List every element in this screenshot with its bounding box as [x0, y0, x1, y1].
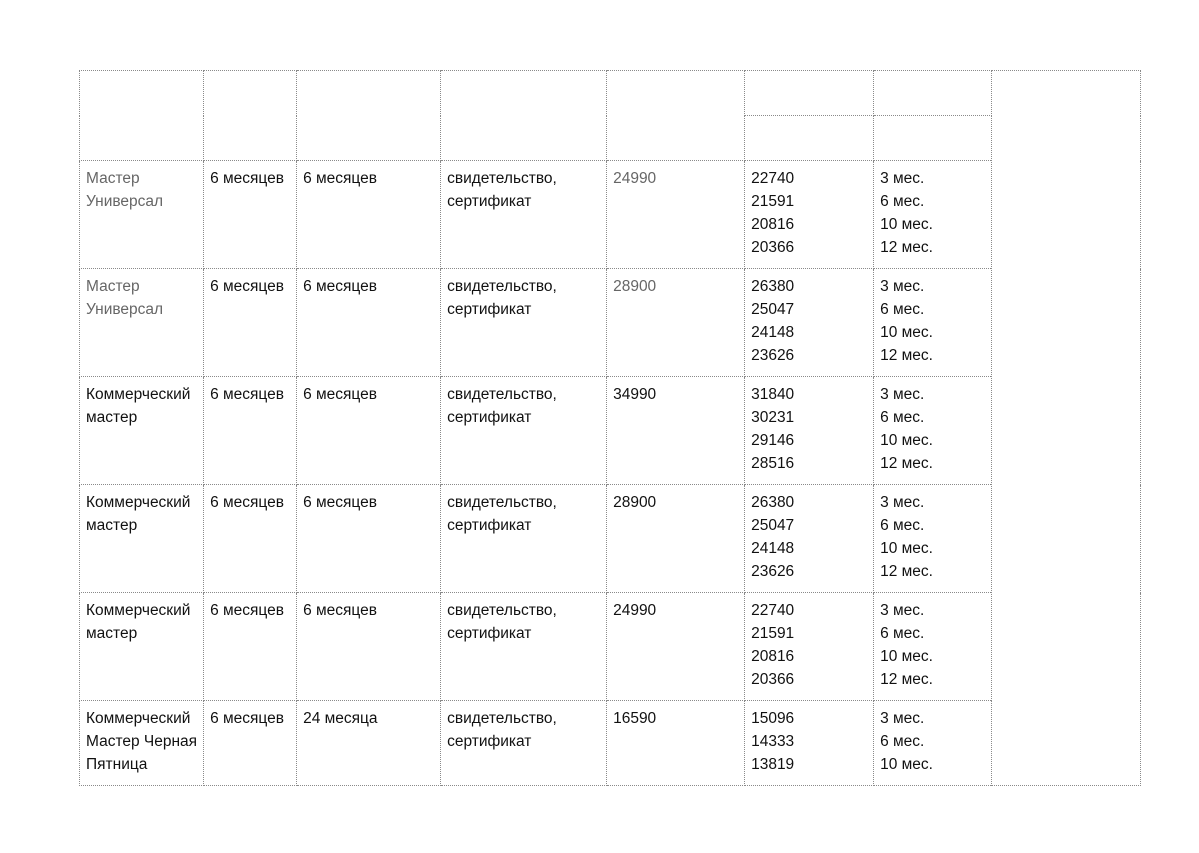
- duration-cell: 6 месяцев: [204, 377, 297, 485]
- duration-cell: 6 месяцев: [297, 161, 441, 269]
- duration-cell: 6 месяцев: [297, 377, 441, 485]
- installment-prices-cell: 22740 21591 20816 20366: [745, 593, 874, 701]
- header-cell: [80, 71, 204, 161]
- price-cell: 16590: [607, 701, 745, 786]
- program-name-cell: Мастер Универсал: [80, 269, 204, 377]
- table-row: [80, 161, 1141, 269]
- price-cell: 24990: [607, 161, 745, 269]
- table-row: [80, 377, 1141, 485]
- table-row: [80, 485, 1141, 593]
- duration-cell: 6 месяцев: [204, 269, 297, 377]
- duration-cell: 6 месяцев: [204, 161, 297, 269]
- price-cell: 34990: [607, 377, 745, 485]
- duration-cell: 6 месяцев: [204, 701, 297, 786]
- duration-cell: 6 месяцев: [204, 593, 297, 701]
- installment-terms-cell: 3 мес. 6 мес. 10 мес. 12 мес.: [874, 269, 992, 377]
- document-cell: свидетельство, сертификат: [441, 269, 607, 377]
- duration-cell: 6 месяцев: [297, 593, 441, 701]
- header-cell: [874, 71, 992, 116]
- header-cell: [745, 116, 874, 161]
- duration-cell: 6 месяцев: [297, 269, 441, 377]
- installment-prices-cell: 26380 25047 24148 23626: [745, 485, 874, 593]
- installment-prices-cell: 15096 14333 13819: [745, 701, 874, 786]
- installment-terms-cell: 3 мес. 6 мес. 10 мес.: [874, 701, 992, 786]
- price-cell: 24990: [607, 593, 745, 701]
- program-name-cell: Коммерческий мастер: [80, 377, 204, 485]
- document-cell: свидетельство, сертификат: [441, 485, 607, 593]
- document-cell: свидетельство, сертификат: [441, 377, 607, 485]
- program-name-cell: Коммерческий Мастер Черная Пятница: [80, 701, 204, 786]
- table-row: [80, 701, 1141, 786]
- installment-prices-cell: 22740 21591 20816 20366: [745, 161, 874, 269]
- price-cell: 28900: [607, 269, 745, 377]
- document-cell: свидетельство, сертификат: [441, 161, 607, 269]
- installment-terms-cell: 3 мес. 6 мес. 10 мес. 12 мес.: [874, 593, 992, 701]
- installment-terms-cell: 3 мес. 6 мес. 10 мес. 12 мес.: [874, 161, 992, 269]
- installment-terms-cell: 3 мес. 6 мес. 10 мес. 12 мес.: [874, 485, 992, 593]
- installment-prices-cell: 26380 25047 24148 23626: [745, 269, 874, 377]
- header-cell: [874, 116, 992, 161]
- document-cell: свидетельство, сертификат: [441, 701, 607, 786]
- table-row: [80, 593, 1141, 701]
- header-cell: [204, 71, 297, 161]
- header-cell: [297, 71, 441, 161]
- duration-cell: 6 месяцев: [204, 485, 297, 593]
- program-name-cell: Мастер Универсал: [80, 161, 204, 269]
- duration-cell: 24 месяца: [297, 701, 441, 786]
- installment-terms-cell: 3 мес. 6 мес. 10 мес. 12 мес.: [874, 377, 992, 485]
- table-header-row: [80, 71, 1141, 116]
- program-name-cell: Коммерческий мастер: [80, 485, 204, 593]
- document-cell: свидетельство, сертификат: [441, 593, 607, 701]
- program-name-cell: Коммерческий мастер: [80, 593, 204, 701]
- header-cell: [441, 71, 607, 161]
- header-cell: [745, 71, 874, 116]
- installment-prices-cell: 31840 30231 29146 28516: [745, 377, 874, 485]
- price-cell: 28900: [607, 485, 745, 593]
- duration-cell: 6 месяцев: [297, 485, 441, 593]
- price-table: [79, 70, 1141, 786]
- table-row: [80, 269, 1141, 377]
- extra-column-cell: [992, 71, 1141, 786]
- header-cell: [607, 71, 745, 161]
